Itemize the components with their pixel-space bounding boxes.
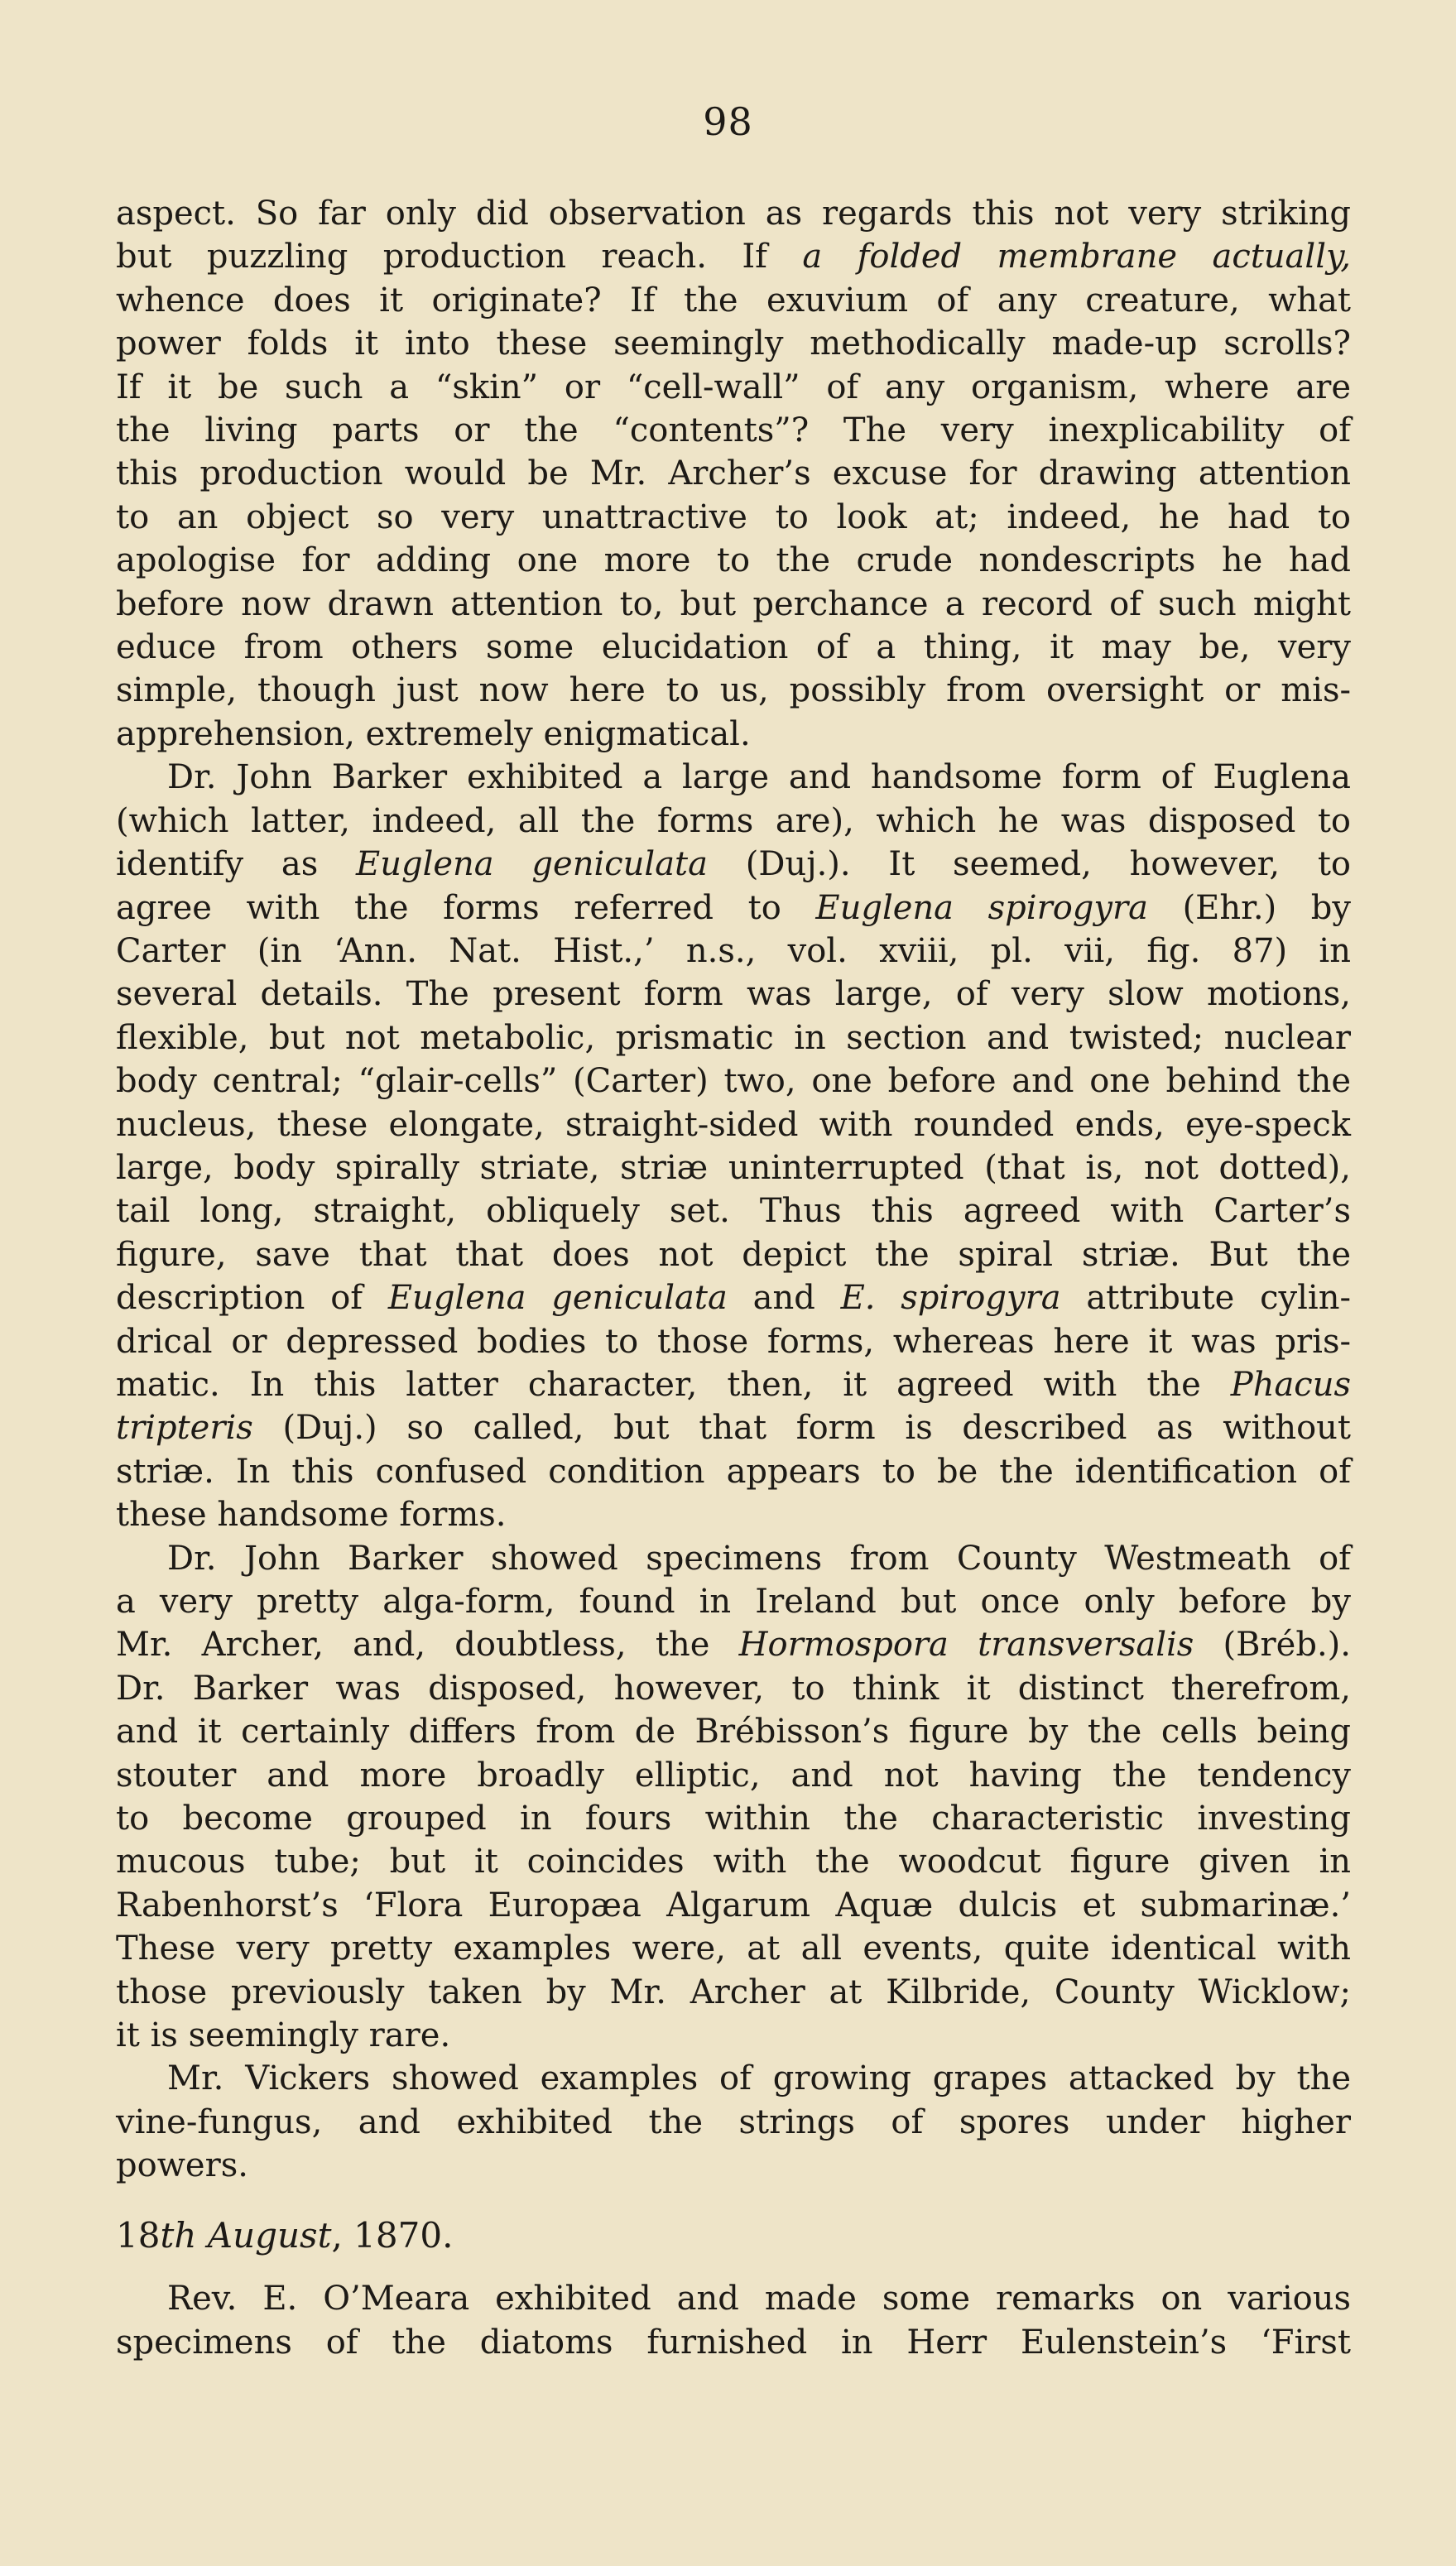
text-line: identify as Euglena geniculata (Duj.). It seemed, however, to [116,845,1351,884]
text-line: it is seemingly rare. [116,2016,451,2055]
text-line: drical or depressed bodies to those forms, whereas here it was pris- [116,1322,1351,1361]
text-line: Mr. Vickers showed examples of growing grapes attacked by the [167,2059,1351,2098]
text-line: striæ. In this confused condition appears to be the identification of [116,1452,1351,1491]
text-line: several details. The present form was large, of very slow motions, [116,975,1351,1014]
text-line: aspect. So far only did observation as regards this not very striking [116,195,1351,233]
text-line: body central; “glair-cells” (Carter) two, one before and one behind the [116,1062,1351,1101]
text-line: apprehension, extremely enigmatical. [116,714,751,753]
text-line: educe from others some elucidation of a thing, it may be, very [116,628,1351,667]
text-line: powers. [116,2146,248,2185]
text-line: Dr. John Barker showed specimens from County Westmeath of [167,1539,1351,1578]
text-line: and it certainly differs from de Brébisson’s figure by the cells being [116,1713,1351,1752]
text-line: (which latter, indeed, all the forms are), which he was disposed to [116,801,1351,840]
text-line: flexible, but not metabolic, prismatic in section and twisted; nuclear [116,1018,1351,1057]
text-line: tail long, straight, obliquely set. Thus this agreed with Carter’s [116,1192,1351,1231]
section-heading: 18th August, 1870. [116,2214,454,2256]
text-line: simple, though just now here to us, possibly from oversight or mis- [116,671,1351,710]
text-line: but puzzling production reach. If a folded membrane actually, [116,238,1351,276]
text-line: whence does it originate? If the exuvium of any creature, what [116,281,1351,320]
body-text [116,192,1351,2364]
text-line: figure, save that that does not depict the spiral striæ. But the [116,1235,1351,1274]
text-line: apologise for adding one more to the crude nondescripts he had [116,541,1351,580]
text-line: a very pretty alga-form, found in Ireland but once only before by [116,1583,1351,1621]
text-line: agree with the forms referred to Euglena spirogyra (Ehr.) by [116,888,1351,927]
text-line: stouter and more broadly elliptic, and not having the tendency [116,1756,1351,1795]
text-line: Rev. E. O’Meara exhibited and made some remarks on various [167,2280,1351,2319]
text-line: power folds it into these seemingly methodically made-up scrolls? [116,324,1351,363]
text-line: Rabenhorst’s ‘Flora Europæa Algarum Aquæ dulcis et submarinæ.’ [116,1886,1351,1924]
text-line: tripteris (Duj.) so called, but that form is described as without [116,1409,1351,1448]
text-line: Dr. John Barker exhibited a large and handsome form of Euglena [167,758,1351,797]
text-line: large, body spirally striate, striæ uninterrupted (that is, not dotted), [116,1148,1351,1187]
page-number: 98 [703,99,753,144]
text-line: before now drawn attention to, but perchance a record of such might [116,584,1351,623]
text-line: to become grouped in fours within the characteristic investing [116,1800,1351,1838]
text-line: If it be such a “skin” or “cell-wall” of any organism, where are [116,368,1351,406]
text-line: Mr. Archer, and, doubtless, the Hormospora transversalis (Bréb.). [116,1626,1351,1665]
text-line: vine-fungus, and exhibited the strings of spores under higher [116,2102,1351,2141]
text-line: description of Euglena geniculata and E. spirogyra attribute cylin- [116,1279,1351,1318]
text-line: mucous tube; but it coincides with the woodcut figure given in [116,1843,1351,1881]
text-line: Dr. Barker was disposed, however, to think it distinct therefrom, [116,1669,1351,1708]
text-line: matic. In this latter character, then, it agreed with the Phacus [116,1365,1351,1404]
text-line: These very pretty examples were, at all events, quite identical with [116,1929,1351,1968]
text-line: this production would be Mr. Archer’s excuse for drawing attention [116,454,1351,493]
text-line: those previously taken by Mr. Archer at Kilbride, County Wicklow; [116,1973,1351,2011]
text-line: these handsome forms. [116,1496,507,1535]
text-line: the living parts or the “contents”? The very inexplicability of [116,411,1351,450]
text-line: nucleus, these elongate, straight-sided with rounded ends, eye-speck [116,1105,1351,1144]
text-line: Carter (in ‘Ann. Nat. Hist.,’ n.s., vol. xviii, pl. vii, fig. 87) in [116,931,1351,970]
text-line: specimens of the diatoms furnished in Herr Eulenstein’s ‘First [116,2323,1351,2362]
text-line: to an object so very unattractive to look at; indeed, he had to [116,497,1351,536]
